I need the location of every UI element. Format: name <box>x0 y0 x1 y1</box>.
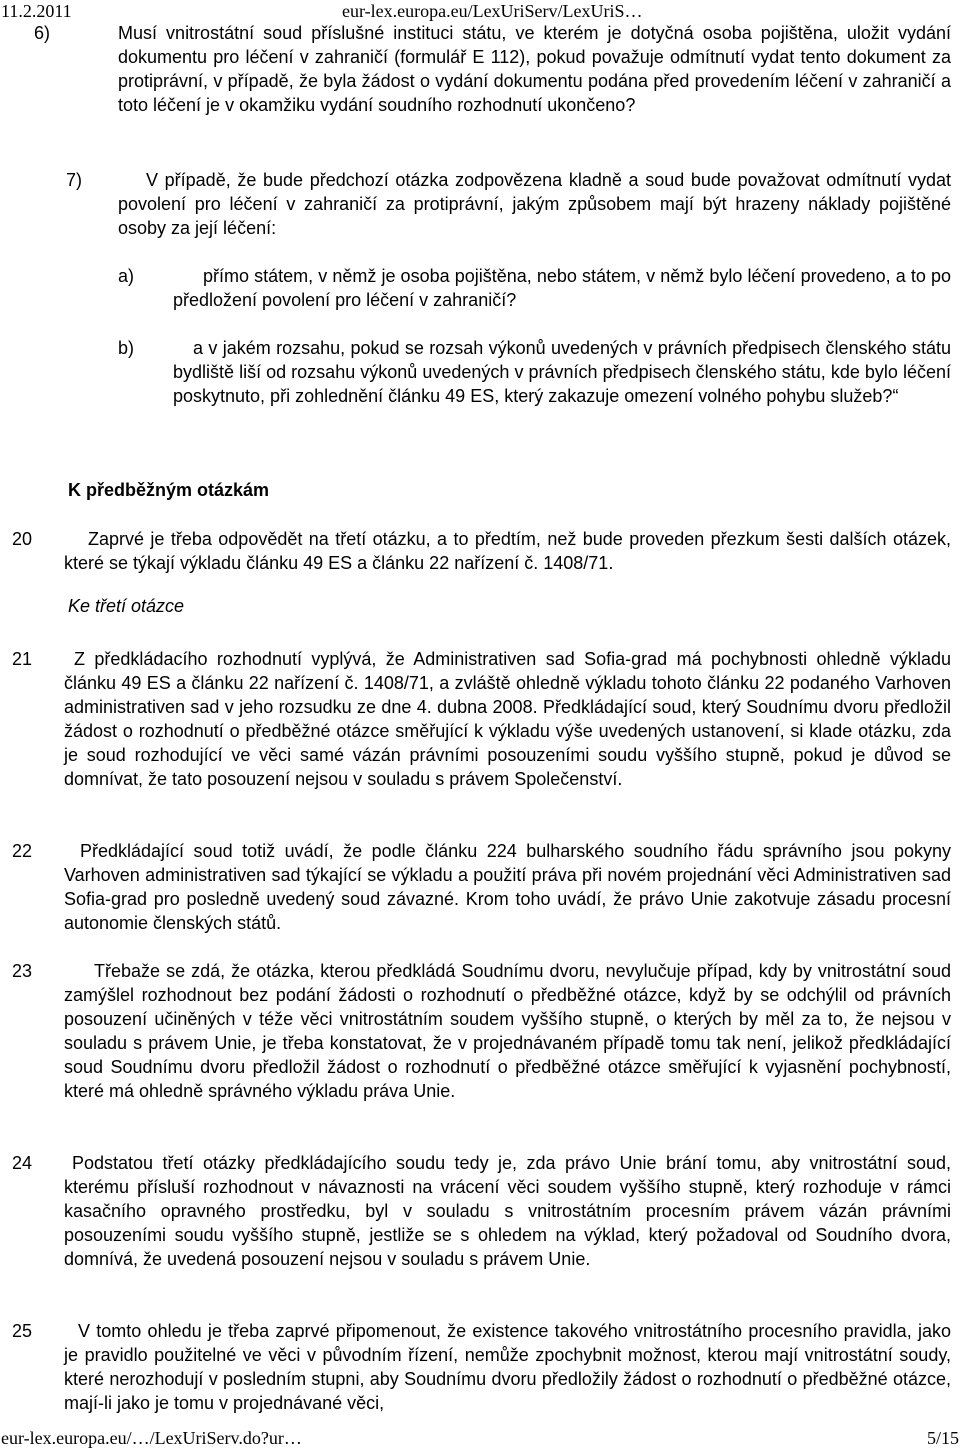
question-7b-text <box>173 336 951 408</box>
question-7a-label: a) <box>118 266 135 286</box>
subsection-heading: Ke třetí otázce <box>68 596 185 616</box>
question-7a-paragraph: přímo státem, v němž je osoba pojištěna, nebo státem, v němž bylo léčení provedeno, a to po předložení povolení pro léčení v zahraničí? <box>173 266 951 310</box>
question-7b-label: b) <box>118 338 135 358</box>
paragraph-text: Předkládající soud totiž uvádí, že podle článku 224 bulharského soudního řádu správního jsou pokyny Varhoven administrativen sad týkající se výkladu a použití práva při novém projednání věci Administrativen sad Sofia-grad pro posledně uvedený soud závazné. Krom toho uvádí, že právo Unie zakotvuje zásadu procesní autonomie členských států. <box>64 841 951 933</box>
paragraph-21 <box>64 647 951 791</box>
paragraph-number: 22 <box>12 841 33 861</box>
paragraph-23 <box>64 959 951 1103</box>
paragraph-text: V tomto ohledu je třeba zaprvé připomenout, že existence takového vnitrostátního procesního pravidla, jako je pravidlo použitelné ve věci v původním řízení, nemůže zpochybnit možnost, kterou mají vnitrostátní soudy, které nerozhodují v posledním stupni, aby Soudnímu dvoru předložily žádost o rozhodnutí o předběžné otázce, mají-li jako je tomu v projednávané věci, <box>64 1321 951 1413</box>
question-6-number: 6) <box>34 23 51 43</box>
paragraph-number: 25 <box>12 1321 33 1341</box>
paragraph-text: Třebaže se zdá, že otázka, kterou předkládá Soudnímu dvoru, nevylučuje případ, kdy by vnitrostátní soud zamýšlel rozhodnout bez podání žádosti o rozhodnutí o předběžné otázce, když by se odchýlil od právních posouzení učiněných v téže věci vnitrostátním soudem vyššího stupně, o kterých by měl za to, že nejsou v souladu s právem Unie, je třeba konstatovat, že v projednávaném případě tomu tak není, jelikož předkládající soud Soudnímu dvoru předložil žádost o rozhodnutí o předběžné otázce směřující k vyjasnění pochybností, které má ohledně správného výkladu práva Unie. <box>64 961 951 1101</box>
browser-print-header <box>0 0 960 22</box>
print-url: eur-lex.europa.eu/LexUriServ/LexUriS… <box>342 1 643 21</box>
paragraph-number: 24 <box>12 1153 33 1173</box>
paragraph-number: 23 <box>12 961 33 981</box>
question-7-paragraph: V případě, že bude předchozí otázka zodpovězena kladně a soud bude považovat odmítnutí vydat povolení pro léčení v zahraničí za protiprávní, jakým způsobem mají být hrazeny náklady pojištěné osoby za její léčení: <box>118 170 951 238</box>
section-heading: K předběžným otázkám <box>68 480 270 500</box>
footer-url: eur-lex.europa.eu/…/LexUriServ.do?ur… <box>1 1428 302 1448</box>
question-7b-paragraph: a v jakém rozsahu, pokud se rozsah výkonů uvedených v právních předpisech členského státu bydliště liší od rozsahu výkonů uvedených v právních předpisech členského státu, kde bylo léčení poskytnuto, při zohlednění článku 49 ES, který zakazuje omezení volného pohybu služeb?“ <box>173 338 951 406</box>
paragraph-text: Z předkládacího rozhodnutí vyplývá, že Administrativen sad Sofia-grad má pochybnosti ohledně výkladu článku 49 ES a článku 22 nařízení č. 1408/71, a zvláště ohledně výkladu tohoto článku 22 podaného Varhoven administrativen sad v jeho rozsudku ze dne 4. dubna 2008. Předkládající soud, který Soudnímu dvoru předložil žádost o rozhodnutí o předběžné otázce směřující k výkladu výše uvedených ustanovení, si klade otázku, zda je soud rozhodující ve věci samé vázán právními posouzeními soudu vyššího stupně, pokud je důvod se domnívat, že tato posouzení nejsou v souladu s právem Společenství. <box>64 649 951 789</box>
browser-print-footer <box>0 1428 960 1450</box>
paragraph-number: 21 <box>12 649 33 669</box>
question-7-text <box>118 168 951 240</box>
paragraph-24 <box>64 1151 951 1271</box>
paragraph-text: Zaprvé je třeba odpovědět na třetí otázku, a to předtím, než bude proveden přezkum šesti dalších otázek, které se týkají výkladu článku 49 ES a článku 22 nařízení č. 1408/71. <box>64 529 951 573</box>
print-date: 11.2.2011 <box>1 1 72 21</box>
paragraph-22 <box>64 839 951 935</box>
paragraph-text: Podstatou třetí otázky předkládajícího soudu tedy je, zda právo Unie brání tomu, aby vnitrostátní soud, kterému přísluší rozhodnout v návaznosti na vrácení věci soudem vyššího stupně, který rozhoduje v rámci kasačního opravného prostředku, byl v souladu s vnitrostátním procesním právem vázán právními posouzeními soudu vyššího stupně, jestliže se s ohledem na výklad, který požadoval od Soudního dvora, domnívá, že uvedená posouzení nejsou v souladu s právem Unie. <box>64 1153 951 1269</box>
question-6-text <box>118 21 951 117</box>
question-7a-text <box>173 264 951 312</box>
question-6-paragraph: Musí vnitrostátní soud příslušné instituci státu, ve kterém je dotyčná osoba pojištěna, uložit vydání dokumentu pro léčení v zahraničí (formulář E 112), pokud považuje odmítnutí vydat tento dokument za protiprávní, v případě, že byla žádost o vydání dokumentu podána před provedením léčení v zahraničí a toto léčení je v okamžiku vydání soudního rozhodnutí ukončeno? <box>118 23 951 115</box>
paragraph-20 <box>64 527 951 575</box>
paragraph-25 <box>64 1319 951 1415</box>
page-number: 5/15 <box>926 1428 959 1448</box>
paragraph-number: 20 <box>12 529 33 549</box>
question-7-number: 7) <box>66 170 83 190</box>
